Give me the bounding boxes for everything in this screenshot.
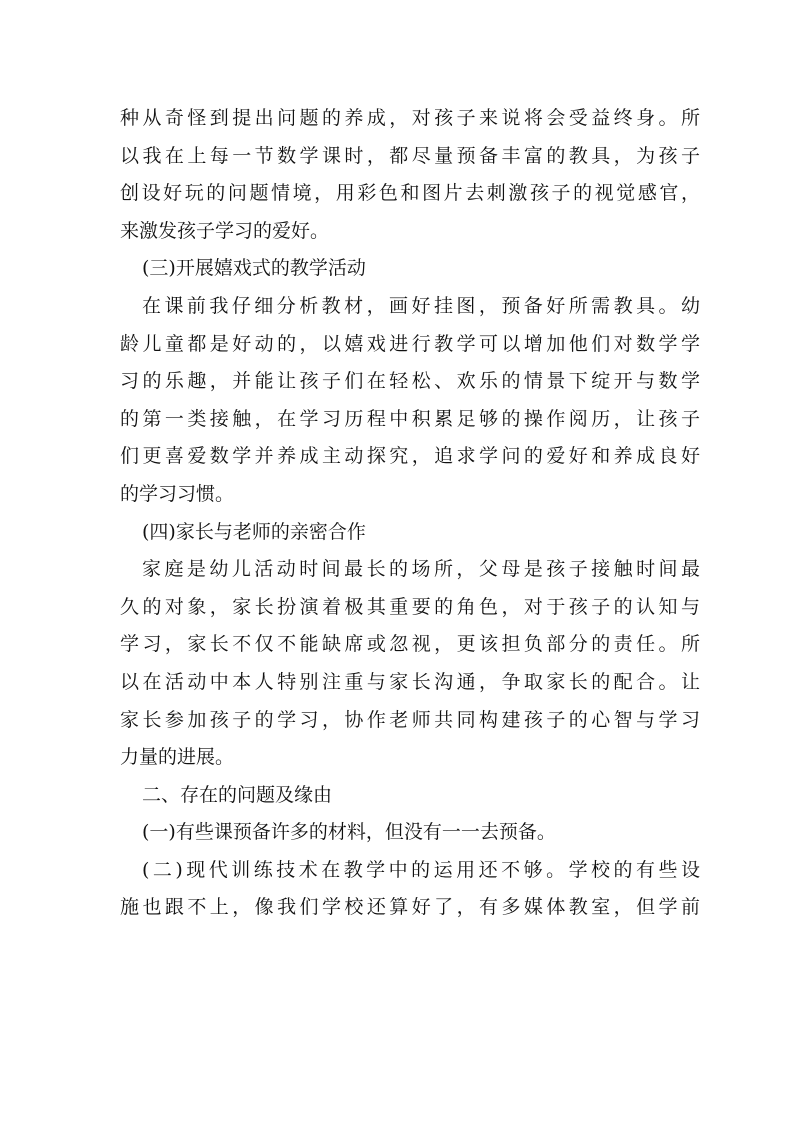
text-line: 以在活动中本人特别注重与家长沟通，争取家长的配合。让 — [120, 670, 700, 693]
text-line: 习的乐趣，并能让孩子们在轻松、欢乐的情景下绽开与数学 — [120, 370, 700, 393]
text-line: 学习，家长不仅不能缺席或忽视，更该担负部分的责任。所 — [120, 633, 700, 656]
text-line: 二、存在的问题及缘由 — [142, 783, 333, 806]
text-line: 施也跟不上，像我们学校还算好了，有多媒体教室，但学前 — [120, 896, 700, 919]
text-line: 龄儿童都是好动的，以嬉戏进行教学可以增加他们对数学学 — [120, 332, 700, 355]
text-line: (一)有些课预备许多的材料，但没有一一去预备。 — [142, 821, 556, 844]
text-line: 的学习习惯。 — [120, 482, 235, 505]
text-line: 在课前我仔细分析教材，画好挂图，预备好所需教具。幼 — [142, 294, 700, 317]
text-line: 的第一类接触，在学习历程中积累足够的操作阅历，让孩子 — [120, 407, 700, 430]
text-line: 家庭是幼儿活动时间最长的场所，父母是孩子接触时间最 — [142, 558, 700, 581]
text-line: 久的对象，家长扮演着极其重要的角色，对于孩子的认知与 — [120, 595, 700, 618]
text-line: 们更喜爱数学并养成主动探究，追求学问的爱好和养成良好 — [120, 445, 700, 468]
text-line: 家长参加孩子的学习，协作老师共同构建孩子的心智与学习 — [120, 708, 700, 731]
text-line: 创设好玩的问题情境，用彩色和图片去刺激孩子的视觉感官， — [120, 182, 700, 205]
body-text — [120, 100, 700, 927]
text-line: 力量的进展。 — [120, 746, 235, 769]
text-line: 以我在上每一节数学课时，都尽量预备丰富的教具，为孩子 — [120, 144, 700, 167]
text-line: (二)现代训练技术在教学中的运用还不够。学校的有些设 — [142, 858, 700, 881]
text-line: (四)家长与老师的亲密合作 — [142, 520, 366, 543]
text-line: 来激发孩子学习的爱好。 — [120, 219, 330, 242]
text-line: (三)开展嬉戏式的教学活动 — [142, 257, 366, 280]
text-line: 种从奇怪到提出问题的养成，对孩子来说将会受益终身。所 — [120, 107, 700, 129]
